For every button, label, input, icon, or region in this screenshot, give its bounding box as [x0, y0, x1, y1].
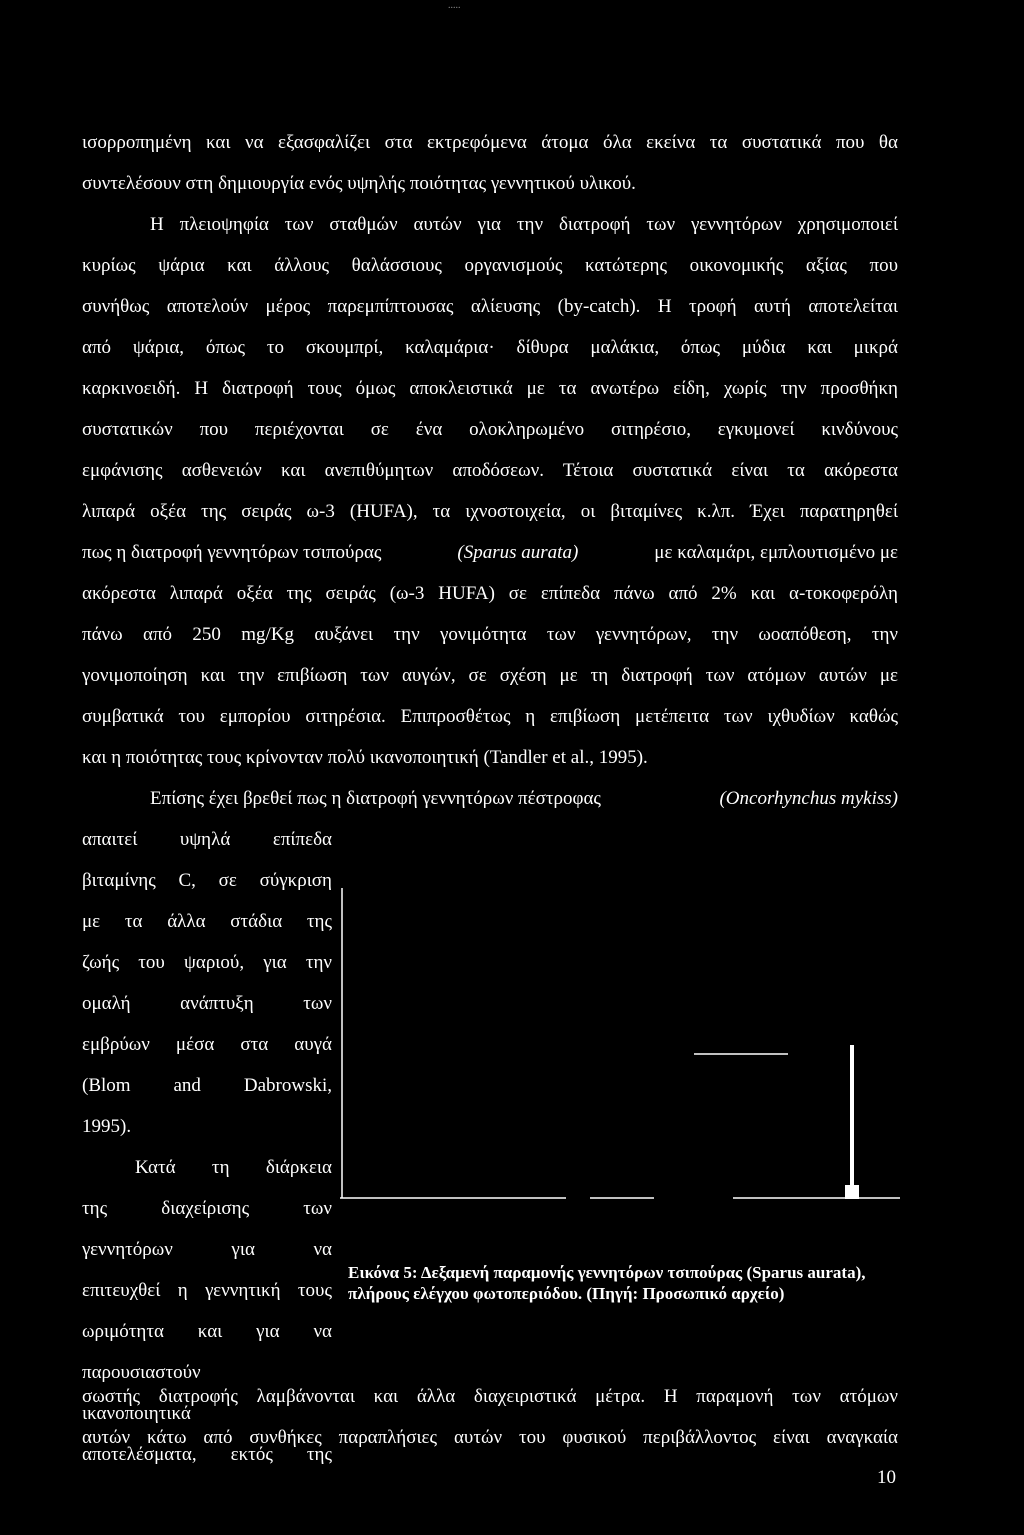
- narrow-line-10: της διαχείρισης των: [82, 1198, 332, 1219]
- body-line-4: κυρίως ψάρια και άλλους θαλάσσιους οργανισμούς κατώτερης οικονομικής αξίας που: [82, 255, 898, 276]
- body-line-12: ακόρεστα λιπαρά οξέα της σειράς (ω-3 HUFA) σε επίπεδα πάνω από 2% και α-τοκοφερόλη: [82, 583, 898, 604]
- body-line-10: λιπαρά οξέα της σειράς ω-3 (HUFA), τα ιχνοστοιχεία, οι βιταμίνες κ.λπ. Έχει παρατηρηθεί: [82, 501, 898, 522]
- page-number: 10: [877, 1467, 896, 1488]
- narrow-line-1: απαιτεί υψηλά επίπεδα: [82, 829, 332, 850]
- body-line-1: ισορροπημένη και να εξασφαλίζει στα εκτρεφόμενα άτομα όλα εκείνα τα συστατικά που θα: [82, 132, 898, 153]
- body-line-11-a: πως η διατροφή γεννητόρων τσιπούρας: [82, 542, 382, 563]
- final-line-1: σωστής διατροφής λαμβάνονται και άλλα διαχειριστικά μέτρα. Η παραμονή των ατόμων: [82, 1386, 898, 1407]
- body-line-5: συνήθως αποτελούν μέρος παρεμπίπτουσας αλίευσης (by-catch). Η τροφή αυτή αποτελείται: [82, 296, 898, 317]
- body-line-17-a: Επίσης έχει βρεθεί πως η διατροφή γεννητόρων πέστροφας: [150, 788, 601, 809]
- body-line-13: πάνω από 250 mg/Kg αυξάνει την γονιμότητα των γεννητόρων, την ωοαπόθεση, την: [82, 624, 898, 645]
- narrow-line-14: παρουσιαστούν: [82, 1362, 201, 1383]
- narrow-line-16: αποτελέσματα, εκτός της: [82, 1444, 332, 1465]
- narrow-line-15: ικανοποιητικά: [82, 1403, 191, 1424]
- figure-caption: Εικόνα 5: Δεξαμενή παραμονής γεννητόρων τσιπούρας (Sparus aurata), πλήρους ελέγχου φωτοπεριόδου. (Πηγή: Προσωπικό αρχείο): [348, 1263, 866, 1303]
- narrow-line-11: γεννητόρων για να: [82, 1239, 332, 1260]
- body-line-14: γονιμοποίηση και την επιβίωση των αυγών, σε σχέση με τη διατροφή των ατόμων αυτών με: [82, 665, 898, 686]
- body-line-17: [150, 787, 898, 811]
- body-line-8: συστατικών που περιέχονται σε ένα ολοκληρωμένο σιτηρέσιο, εγκυμονεί κινδύνους: [82, 419, 898, 440]
- narrow-line-6: εμβρύων μέσα στα αυγά: [82, 1034, 332, 1055]
- narrow-line-12: επιτευχθεί η γεννητική τους: [82, 1280, 332, 1301]
- top-mark: .....: [448, 0, 461, 11]
- body-line-15: συμβατικά του εμπορίου σιτηρέσια. Επιπροσθέτως η επιβίωση μετέπειτα των ιχθυδίων καθώς: [82, 706, 898, 727]
- species-sparus: (Sparus aurata): [457, 542, 579, 563]
- narrow-line-4: ζωής του ψαριού, για την: [82, 952, 332, 973]
- narrow-line-13: ωριμότητα και για να: [82, 1321, 332, 1342]
- body-line-11-b: με καλαμάρι, εμπλουτισμένο με: [654, 542, 898, 563]
- body-line-16: και η ποιότητας τους κρίνονταν πολύ ικανοποιητική (Tandler et al., 1995).: [82, 747, 648, 768]
- body-line-2: συντελέσουν στη δημιουργία ενός υψηλής ποιότητας γεννητικού υλικού.: [82, 173, 636, 194]
- final-line-2: αυτών κάτω από συνθήκες παραπλήσιες αυτών του φυσικού περιβάλλοντος είναι αναγκαία: [82, 1427, 898, 1448]
- narrow-line-3: με τα άλλα στάδια της: [82, 911, 332, 932]
- narrow-line-5: ομαλή ανάπτυξη των: [82, 993, 332, 1014]
- species-oncorhynchus: (Oncorhynchus mykiss): [719, 788, 898, 809]
- body-line-3: Η πλειοψηφία των σταθμών αυτών για την διατροφή των γεννητόρων χρησιμοποιεί: [150, 214, 898, 235]
- narrow-line-2: βιταμίνης C, σε σύγκριση: [82, 870, 332, 891]
- body-line-9: εμφάνισης ασθενειών και ανεπιθύμητων αποδόσεων. Τέτοια συστατικά είναι τα ακόρεστα: [82, 460, 898, 481]
- narrow-line-8: 1995).: [82, 1116, 132, 1137]
- narrow-line-9: Κατά τη διάρκεια: [135, 1157, 332, 1178]
- body-line-6: από ψάρια, όπως το σκουμπρί, καλαμάρια· δίθυρα μαλάκια, όπως μύδια και μικρά: [82, 337, 898, 358]
- body-line-7: καρκινοειδή. Η διατροφή τους όμως αποκλειστικά με τα ανωτέρω είδη, χωρίς την προσθήκη: [82, 378, 898, 399]
- body-line-11: [82, 541, 898, 565]
- narrow-line-7: (Blom and Dabrowski,: [82, 1075, 332, 1096]
- figure-post-base: [845, 1185, 859, 1199]
